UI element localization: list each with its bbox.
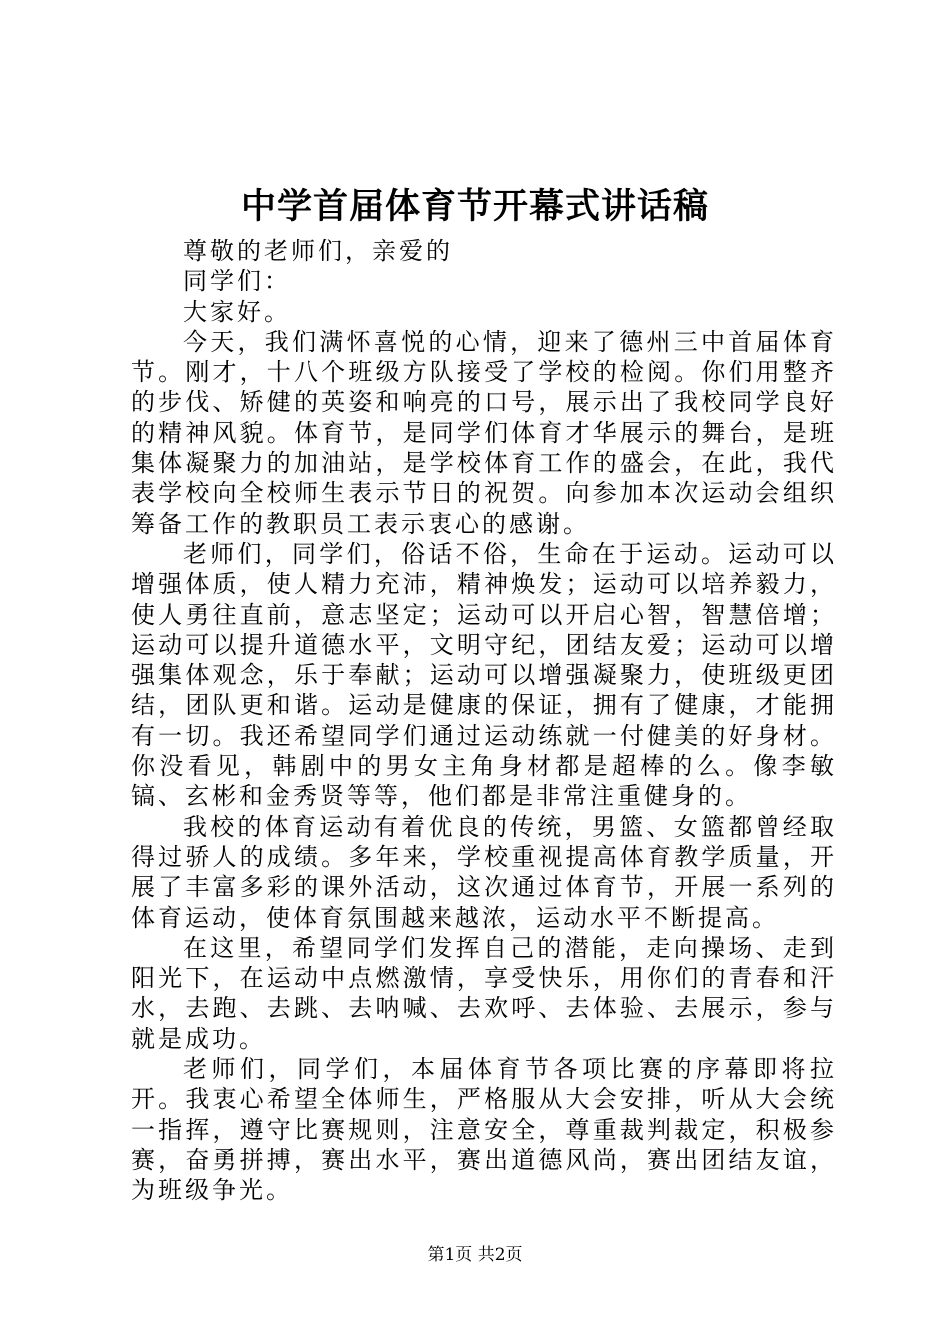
document-title: 中学首届体育节开幕式讲话稿 bbox=[240, 186, 709, 227]
document-body bbox=[131, 236, 837, 1206]
body-paragraph: 老师们，同学们，本届体育节各项比赛的序幕即将拉开。我衷心希望全体师生，严格服从大会安排，听从大会统一指挥，遵守比赛规则，注意安全，尊重裁判裁定，积极参赛，奋勇拼搏，赛出水平，赛出道德风尚，赛出团结友谊，为班级争光。 bbox=[131, 1055, 837, 1205]
greeting-line: 大家好。 bbox=[183, 297, 291, 326]
salutation-line-2: 同学们： bbox=[183, 267, 291, 296]
body-paragraph: 老师们，同学们，俗话不俗，生命在于运动。运动可以增强体质，使人精力充沛，精神焕发；运动可以培养毅力，使人勇往直前，意志坚定；运动可以开启心智，智慧倍增；运动可以提升道德水平，文明守纪，团结友爱；运动可以增强集体观念，乐于奉献；运动可以增强凝聚力，使班级更团结，团队更和谐。运动是健康的保证，拥有了健康，才能拥有一切。我还希望同学们通过运动练就一付健美的好身材。你没看见，韩剧中的男女主角身材都是超棒的么。像李敏镐、玄彬和金秀贤等等，他们都是非常注重健身的。 bbox=[131, 539, 837, 811]
body-paragraph: 在这里，希望同学们发挥自己的潜能，走向操场、走到阳光下，在运动中点燃激情，享受快乐，用你们的青春和汗水，去跑、去跳、去呐喊、去欢呼、去体验、去展示，参与就是成功。 bbox=[131, 933, 837, 1053]
page-number-footer: 第1页 共2页 bbox=[427, 1245, 523, 1265]
body-paragraph: 今天，我们满怀喜悦的心情，迎来了德州三中首届体育节。刚才，十八个班级方队接受了学校的检阅。你们用整齐的步伐、矫健的英姿和响亮的口号，展示出了我校同学良好的精神风貌。体育节，是同学们体育才华展示的舞台，是班集体凝聚力的加油站，是学校体育工作的盛会，在此，我代表学校向全校师生表示节日的祝贺。向参加本次运动会组织筹备工作的教职员工表示衷心的感谢。 bbox=[131, 327, 837, 538]
body-paragraph: 我校的体育运动有着优良的传统，男篮、女篮都曾经取得过骄人的成绩。多年来，学校重视提高体育教学质量，开展了丰富多彩的课外活动，这次通过体育节，开展一系列的体育运动，使体育氛围越来越浓，运动水平不断提高。 bbox=[131, 812, 837, 932]
salutation-line-1: 尊敬的老师们，亲爱的 bbox=[183, 237, 453, 265]
